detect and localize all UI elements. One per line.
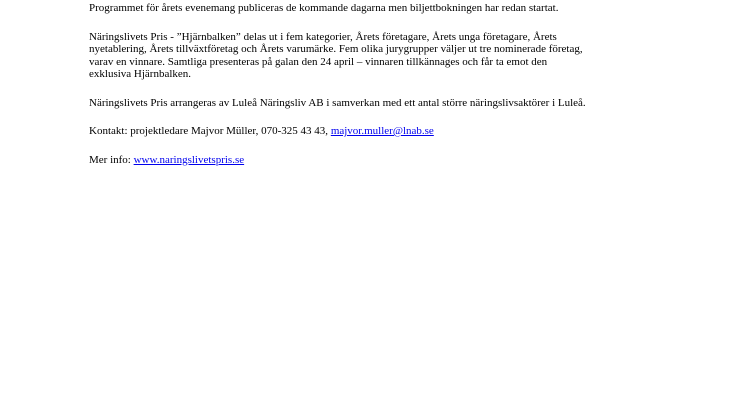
paragraph-line: exklusiva Hjärnbalken. <box>89 68 192 80</box>
paragraph-line: Programmet för årets evenemang publiceras de kommande dagarna men biljettbokningen har redan startat. <box>89 2 559 14</box>
paragraph-line: varav en vinnare. Samtliga presenteras på galan den 24 april – vinnaren tillkännages och får ta emot den <box>89 55 548 68</box>
paragraph-contact <box>89 125 679 138</box>
website-link[interactable]: www.naringslivetspris.se <box>133 153 245 166</box>
contact-email-link[interactable]: majvor.muller@lnab.se <box>330 125 434 137</box>
document-page <box>89 2 679 166</box>
contact-text: Kontakt: projektledare Majvor Müller, 070-325 43 43, <box>89 125 331 137</box>
paragraph-organizer <box>89 97 679 110</box>
paragraph-line: Näringslivets Pris arrangeras av Luleå Näringsliv AB i samverkan med ett antal större näringslivsaktörer i Luleå. <box>89 96 586 109</box>
more-info-text: Mer info: <box>89 153 134 166</box>
paragraph-line: Näringslivets Pris - ”Hjärnbalken” delas ut i fem kategorier, Årets företagare, Årets unga företagare, Årets <box>89 30 557 43</box>
paragraph-more-info <box>89 154 679 167</box>
paragraph-award-categories <box>89 31 679 81</box>
paragraph-program <box>89 2 679 15</box>
paragraph-line: nyetablering, Årets tillväxtföretag och Årets varumärke. Fem olika jurygrupper väljer ut tre nominerade företag, <box>89 43 583 55</box>
